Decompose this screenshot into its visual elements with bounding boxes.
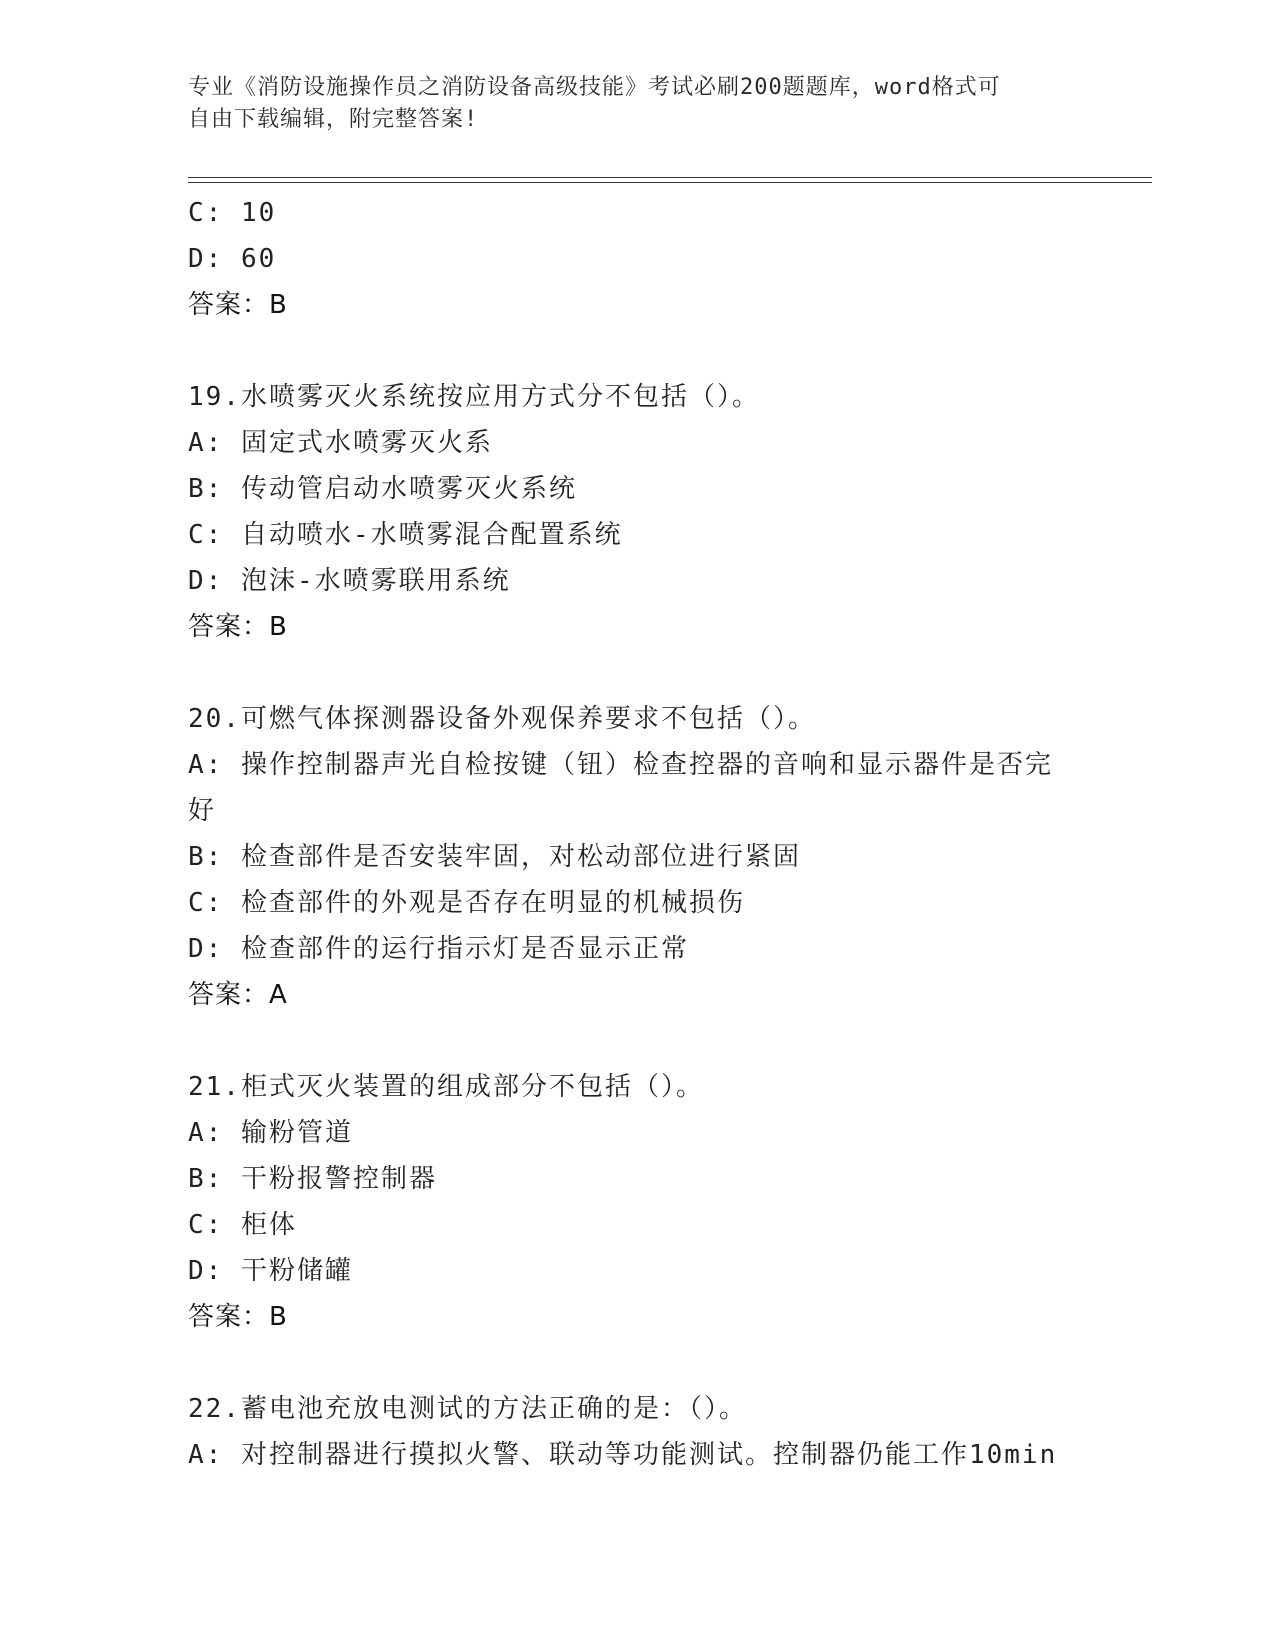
question-stem: 22.蓄电池充放电测试的方法正确的是：（）。 — [188, 1394, 747, 1424]
option-a: A: 对控制器进行摸拟火警、联动等功能测试。控制器仍能工作10min — [188, 1440, 1058, 1470]
spacer — [188, 1340, 1088, 1386]
header-line-2: 自由下载编辑，附完整答案! — [188, 107, 479, 132]
option-a-continued: 好 — [188, 796, 217, 826]
option-b: B: 干粉报警控制器 — [188, 1164, 437, 1194]
question-block-18-continued — [188, 190, 1088, 328]
option-a: A: 固定式水喷雾灭火系 — [188, 428, 493, 458]
question-stem: 21.柜式灭火装置的组成部分不包括（）。 — [188, 1072, 704, 1102]
answer-line: 答案：B — [188, 290, 288, 320]
option-d: D: 干粉储罐 — [188, 1256, 353, 1286]
option-b: B: 传动管启动水喷雾灭火系统 — [188, 474, 577, 504]
document-header — [188, 72, 1068, 136]
option-c: C: 10 — [188, 198, 277, 228]
question-stem: 20.可燃气体探测器设备外观保养要求不包括（）。 — [188, 704, 816, 734]
option-c: C: 自动喷水-水喷雾混合配置系统 — [188, 520, 623, 550]
spacer — [188, 328, 1088, 374]
question-stem: 19.水喷雾灭火系统按应用方式分不包括（）。 — [188, 382, 760, 412]
option-b: B: 检查部件是否安装牢固，对松动部位进行紧固 — [188, 842, 801, 872]
question-block-19 — [188, 374, 1088, 650]
option-d: D: 泡沫-水喷雾联用系统 — [188, 566, 511, 596]
spacer — [188, 650, 1088, 696]
option-c: C: 柜体 — [188, 1210, 297, 1240]
answer-line: 答案：B — [188, 612, 288, 642]
question-block-21 — [188, 1064, 1088, 1340]
option-d: D: 60 — [188, 244, 277, 274]
option-a: A: 输粉管道 — [188, 1118, 353, 1148]
question-list — [188, 190, 1088, 1478]
header-divider-bottom — [188, 182, 1152, 183]
question-block-20 — [188, 696, 1088, 1018]
option-c: C: 检查部件的外观是否存在明显的机械损伤 — [188, 888, 745, 918]
spacer — [188, 1018, 1088, 1064]
header-line-1: 专业《消防设施操作员之消防设备高级技能》考试必刷200题题库，word格式可 — [188, 75, 1001, 100]
option-a: A: 操作控制器声光自检按键（钮）检查控器的音响和显示器件是否完 — [188, 750, 1053, 780]
answer-line: 答案：A — [188, 980, 288, 1010]
question-block-22 — [188, 1386, 1088, 1478]
option-d: D: 检查部件的运行指示灯是否显示正常 — [188, 934, 689, 964]
answer-line: 答案：B — [188, 1302, 288, 1332]
header-divider-top — [188, 177, 1152, 178]
